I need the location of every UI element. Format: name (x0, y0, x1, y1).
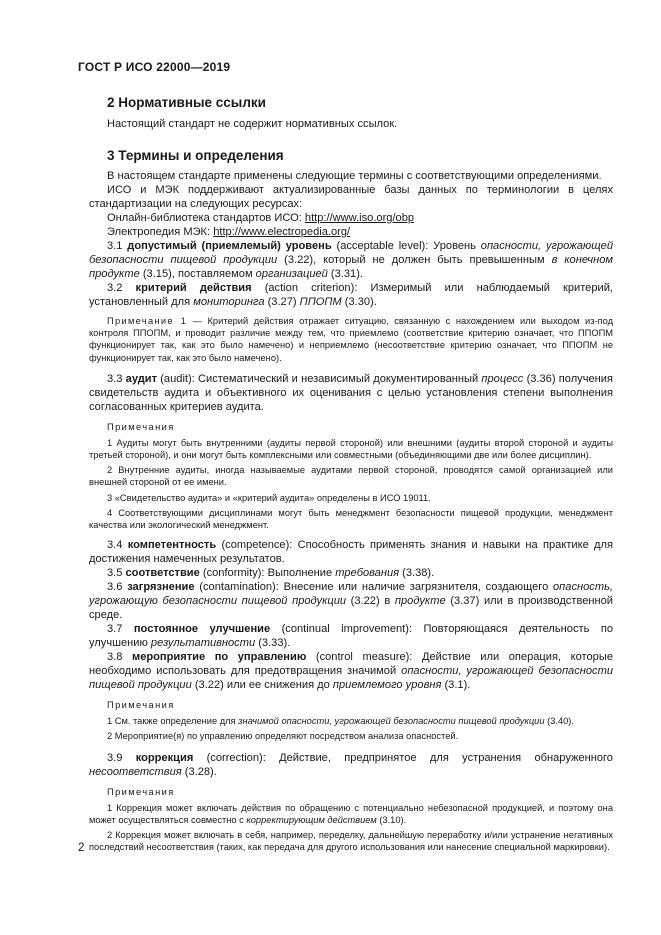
term-number: 3.1 (107, 240, 128, 252)
note-text: 1 Коррекция может включать действия по обращению с потенциально небезопасной продукцией, и поэтому она может осуществляться совместно с (89, 802, 613, 825)
term-3-7 (89, 622, 613, 650)
term-3-8 (89, 650, 613, 692)
term-3-3-note-4: 4 Соответствующими дисциплинами могут быть менеджмент безопасности пищевой продукции, менеджмент качества или экологический менеджмент. (89, 507, 613, 531)
term-ref: опасность, угрожающую безопасности пищевой продукции (89, 581, 613, 608)
term-3-9-note-1 (89, 802, 613, 826)
term-3-2 (89, 281, 613, 309)
iec-resource-line (89, 225, 613, 239)
term-text: (conformity): Выполнение (199, 567, 336, 580)
term-text: (competence): Способность применять знания и навыки на практике для достижения намеченных результатов. (89, 539, 613, 566)
note-text: (3.10). (376, 814, 407, 825)
term-ref: несоответствия (89, 765, 182, 778)
term-3-3-note-2: 2 Внутренние аудиты, иногда называемые аудитами первой стороной, проводятся самой организацией или внешней стороной от ее имени. (89, 465, 613, 488)
term-text: (3.22) или ее снижения до (191, 679, 333, 692)
note-text: 1 См. также определение для (107, 716, 239, 727)
section-2-title: 2 Нормативные ссылки (107, 95, 266, 110)
term-3-8-note-2: 2 Мероприятие(я) по управлению определяют посредством анализа опасностей. (107, 731, 459, 742)
term-number: 3.8 (107, 651, 132, 664)
term-3-2-note (89, 315, 613, 364)
note-text: — Критерий действия отражает ситуацию, связанную с нахождением или выходом из-под контроля ППОПМ, и проводит различие между тем, что приемлемо (соответствие критерию означает, что ППОПМ функционирует так, как это было намечено) и неприемлемо (несоответствие критерию означает, что ППОПМ не функционирует так, как это было намечено). (89, 316, 613, 363)
iso-resource-label: Онлайн-библиотека стандартов ИСО: (107, 212, 305, 224)
term-3-4 (89, 538, 613, 566)
term-number: 3.9 (107, 751, 136, 764)
term-name: коррекция (135, 751, 194, 764)
term-text: (acceptable level): Уровень (331, 240, 481, 252)
term-number: 3.4 (107, 539, 128, 552)
term-number: 3.6 (107, 581, 128, 594)
section-2-text: Настоящий стандарт не содержит нормативных ссылок. (107, 118, 398, 130)
term-ref: организацией (255, 268, 328, 280)
term-text: (action criterion): Измеримый или наблюдаемый критерий, установленный для (89, 282, 613, 308)
term-name: допустимый (приемлемый) уровень (127, 240, 332, 252)
term-text: (3.37) или в производственной среде. (89, 595, 613, 622)
term-3-8-note-1 (89, 715, 613, 727)
term-text: (3.36) получения свидетельств аудита и объективного их оценивания с целью установления степени выполнения согласованных критериев аудита. (89, 372, 613, 413)
notes-heading: Примечания (107, 786, 175, 797)
term-text: (control measure): Действие или операция, которые необходимо использовать для предотвращения значимой (89, 651, 613, 678)
term-ref: в конечном продукте (89, 254, 613, 280)
term-name: мероприятие по управлению (132, 651, 307, 664)
term-name: постоянное улучшение (133, 623, 271, 636)
term-text: (3.33). (255, 637, 291, 650)
term-text: (3.31). (327, 268, 363, 280)
term-ref: требования (335, 567, 400, 580)
term-3-5 (89, 566, 613, 580)
term-ref: процесс (481, 372, 524, 385)
term-text: (3.28). (181, 765, 217, 778)
term-ref: результативности (150, 637, 256, 650)
notes-heading: Примечания (107, 421, 175, 432)
section-3-body (89, 169, 613, 853)
term-ref: продукте (394, 595, 446, 608)
notes-heading: Примечания (107, 700, 175, 711)
term-ref: мониторинга (193, 296, 265, 308)
iec-resource-label: Электропедия МЭК: (107, 226, 214, 238)
term-text: (3.30). (341, 296, 377, 308)
term-text: (audit): Систематический и независимый документированный (157, 372, 482, 385)
term-3-9-note-2: 2 Коррекция может включать в себя, например, переделку, дальнейшую переработку и/или устранение негативных последствий несоответствия (таких, как передача для другого использования или нанесение специальной маркировки). (89, 830, 613, 853)
term-name: загрязнение (127, 581, 195, 594)
term-text: (3.22), который не должен быть превышенным (277, 254, 552, 266)
intro-paragraph-1: В настоящем стандарте применены следующие термины с соответствующими определениями. (107, 170, 602, 182)
section-2-body (89, 117, 613, 131)
term-ref: опасности, угрожающей безопасности пищевой продукции (89, 665, 613, 692)
term-ref: опасности, угрожающей безопасности пищевой продукции (89, 240, 613, 266)
note-text: (3.40). (544, 716, 574, 727)
term-text: (correction): Действие, предпринятое для устранения обнаруженного (193, 751, 613, 764)
iso-resource-line (89, 211, 613, 225)
term-number: 3.3 (107, 372, 126, 385)
electropedia-link[interactable]: http://www.electropedia.org/ (213, 226, 351, 238)
note-ref: корректирующим действием (246, 814, 377, 825)
term-3-3 (89, 372, 613, 414)
term-text: (3.15), поставляемом (139, 268, 256, 280)
term-text: (3.1). (441, 679, 471, 692)
term-text: (3.38). (399, 567, 435, 580)
term-ref: приемлемого уровня (332, 679, 442, 692)
term-3-6 (89, 580, 613, 622)
term-3-1 (89, 239, 613, 281)
note-ref: значимой опасности, угрожающей безопасности пищевой продукции (238, 716, 545, 727)
term-number: 3.5 (107, 567, 126, 580)
term-ref: ППОПМ (299, 296, 342, 308)
intro-paragraph-2: ИСО и МЭК поддерживают актуализированные базы данных по терминологии в целях стандартизации на следующих ресурсах: (89, 184, 613, 210)
term-name: компетентность (127, 539, 217, 552)
term-number: 3.7 (107, 623, 134, 636)
note-label: Примечание 1 (107, 316, 188, 326)
page-number: 2 (78, 842, 85, 854)
section-3-title: 3 Термины и определения (107, 148, 284, 163)
term-name: критерий действия (135, 282, 252, 294)
term-3-3-note-3: 3 «Свидетельство аудита» и «критерий аудита» определены в ИСО 19011. (107, 492, 431, 503)
term-name: аудит (125, 372, 158, 385)
term-name: соответствие (125, 567, 200, 580)
term-text: (3.22) в (346, 595, 395, 608)
term-number: 3.2 (107, 282, 136, 294)
term-text: (continual improvement): Повторяющаяся деятельность по улучшению (89, 623, 613, 650)
term-text: (contamination): Внесение или наличие загрязнителя, создающего (194, 581, 554, 594)
term-3-9 (89, 751, 613, 779)
term-3-3-note-1: 1 Аудиты могут быть внутренними (аудиты первой стороной) или внешними (аудиты второй стороной и аудиты третьей стороной), и они могут быть комплексными или совместными (объединяющими две или более дисциплин). (89, 437, 613, 461)
term-text: (3.27) (264, 296, 300, 308)
document-header: ГОСТ Р ИСО 22000—2019 (78, 60, 231, 74)
iso-obp-link[interactable]: http://www.iso.org/obp (304, 212, 415, 224)
